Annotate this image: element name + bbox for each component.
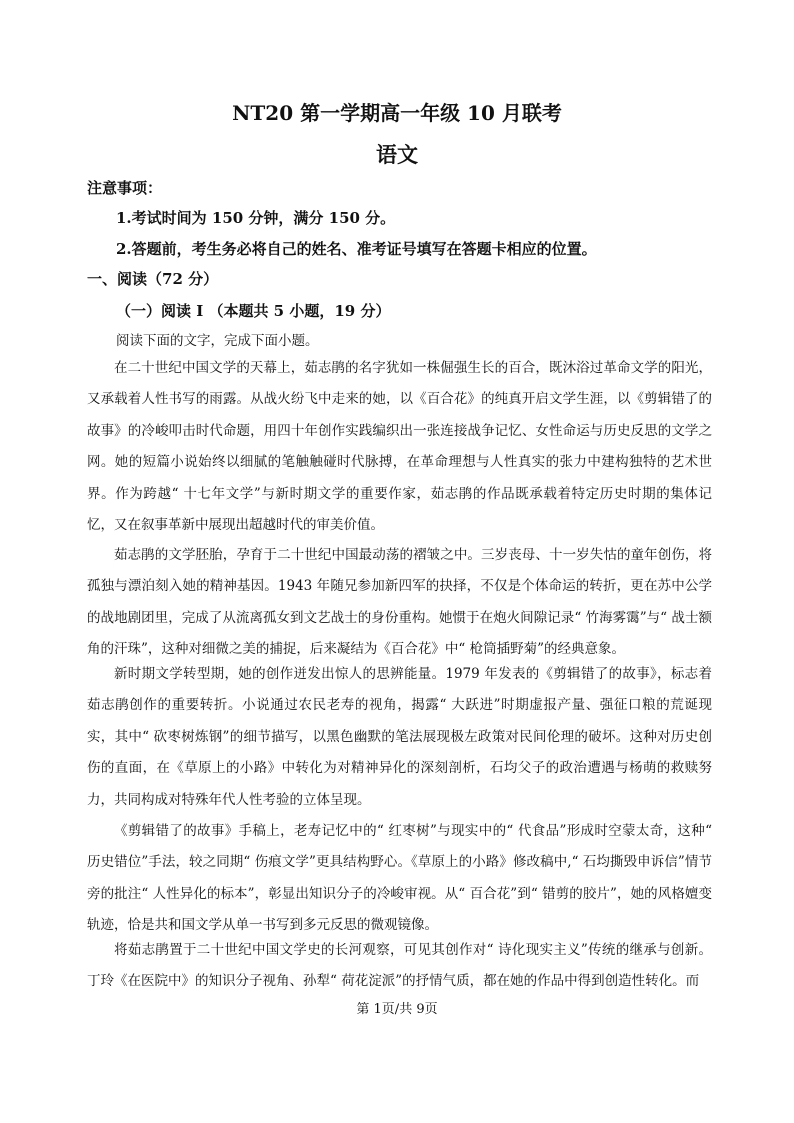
- notice-heading: 注意事项：: [87, 179, 163, 197]
- passage-paragraph-2: 茹志鹃的文学胚胎，孕育于二十世纪中国最动荡的褶皱之中。三岁丧母、十一岁失怙的童年创伤，将孤独与漂泊刻入她的精神基因。1943 年随兄参加新四军的抉择，不仅是个体命运的转折，更在苏中公学的战地剧团里，完成了从流离孤女到文艺战士的身份重构。她惯于在炮火间隙记录“ 竹海雾霭”与“ 战士额角的汗珠”，这种对细微之美的捕捉，后来凝结为《百合花》中“ 枪筒插野菊”的经典意象。: [87, 547, 712, 658]
- passage-paragraph-4: 《剪辑错了的故事》手稿上，老寿记忆中的“ 红枣树”与现实中的“ 代食品”形成时空蒙太奇，这种“ 历史错位”手法，较之同期“ 伤痕文学”更具结构野心。《草原上的小路》修改稿中,“ 石均撕毁申诉信”情节旁的批注“ 人性异化的标本”，彰显出知识分子的冷峻审视。从“ 百合花”到“ 错剪的胶片”，她的风格嬗变轨迹，恰是共和国文学从单一书写到多元反思的微观镜像。: [87, 823, 712, 934]
- passage-paragraph-3: 新时期文学转型期，她的创作迸发出惊人的思辨能量。1979 年发表的《剪辑错了的故事》，标志着茹志鹃创作的重要转折。小说通过农民老寿的视角，揭露“ 大跃进”时期虚报产量、强征口粮的荒诞现实，其中“ 砍枣树炼钢”的细节描写，以黑色幽默的笔法展现极左政策对民间伦理的破坏。这种对历史创伤的直面，在《草原上的小路》中转化为对精神异化的深刻剖析，石均父子的政治遭遇与杨萌的救赎努力，共同构成对特殊年代人性考验的立体呈现。: [87, 666, 712, 808]
- notice-item-2: 2.答题前，考生务必将自己的姓名、准考证号填写在答题卡相应的位置。: [116, 240, 597, 258]
- subject-title: 语文: [376, 142, 418, 167]
- reading-instruction: 阅读下面的文字，完成下面小题。: [116, 333, 319, 349]
- exam-title: NT20 第一学期高一年级 10 月联考: [232, 101, 562, 125]
- passage-paragraph-1: 在二十世纪中国文学的天幕上，茹志鹃的名字犹如一株倔强生长的百合，既沐浴过革命文学的阳光，又承载着人性书写的雨露。从战火纷飞中走来的她，以《百合花》的纯真开启文学生涯，以《剪辑错了的故事》的冷峻叩击时代命题，用四十年创作实践编织出一张连接战争记忆、女性命运与历史反思的文学之网。她的短篇小说始终以细腻的笔触触碰时代脉搏，在革命理想与人性真实的张力中建构独特的艺术世界。作为跨越“ 十七年文学”与新时期文学的重要作家，茹志鹃的作品既承载着特定历史时期的集体记忆，又在叙事革新中展现出超越时代的审美价值。: [87, 360, 712, 534]
- section-heading: 一、阅读（72 分）: [87, 270, 219, 288]
- subsection-heading: （一）阅读 I （本题共 5 小题，19 分）: [116, 302, 391, 320]
- passage-paragraph-5: 将茹志鹃置于二十世纪中国文学史的长河观察，可见其创作对“ 诗化现实主义”传统的继承与创新。丁玲《在医院中》的知识分子视角、孙犁“ 荷花淀派”的抒情气质，都在她的作品中得到创造性转化。而: [87, 942, 712, 990]
- notice-item-1: 1.考试时间为 150 分钟，满分 150 分。: [116, 209, 396, 227]
- page-number: 第 1页/共 9页: [356, 1002, 438, 1017]
